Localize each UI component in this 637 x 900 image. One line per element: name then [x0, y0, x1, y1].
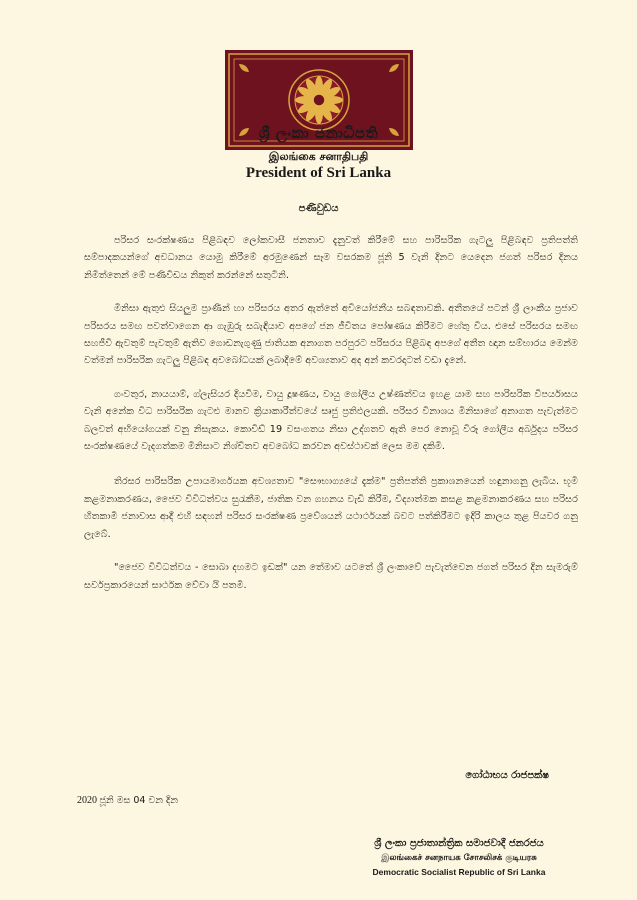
title-english: President of Sri Lanka	[245, 165, 392, 181]
paragraph-1: පරිසර සංරක්ෂණය පිළිබඳව ලෝකවාසී ජනතාව දැනුවත් කිරීමේ සහ පාරිසරික ගැටලු පිළිබඳව ප්‍රතිපත්ති සම්පාදකයන්ගේ අවධානය යොමු කිරීමේ අරමුණෙන් සෑම වසරකම ජූනි 5 වැනි දිනට යෙදෙන ජගත් පරිසර දිනය නිමිත්තෙන් මේ පණිවිඩය නිකුත් කරන්නේ සතුටිනි.	[84, 235, 578, 281]
date-year: 2020	[77, 795, 97, 806]
signatory-name: ගෝඨාභය රාජපක්ෂ	[465, 770, 549, 781]
paragraph-2: මිනිසා ඇතුළු සියලුම ප්‍රාණීන් හා පරිසරය අතර ඇත්තේ අවියෝජනීය සබඳතාවකි. අතීතයේ පටන් ශ්‍රී ලාංකීය ප්‍රජාව පරිසරය සමඟ පවත්වාගෙන ආ ගැඹුරු සබැඳියාව අපගේ ජන ජීවිතය පෝෂණය කිරීමට හේතු විය. එසේ පරිසරය සමඟ සහජීවී ඇවතුම් පැවතුම් ඇතිව ගොඩනැගුණු ජාතියක අනාගත පරපුරට පරිසරය පිළිබඳ අපගේ අතීත ඥාන සම්භාරය මෙන්ම වත්මන් පාරිසරික ගැටලු පිළිබඳ අවබෝධයක් ලබාදීමේ අවශ්‍යතාව අද අන් කවරදාටත් වඩා දැනේ.	[84, 303, 578, 367]
title-tamil: இலங்கை சனாதிபதி	[268, 150, 369, 163]
message-body	[84, 232, 578, 610]
footer-tamil: இலங்கைச் சனநாயக சோசலிசக் குடியரசு	[381, 853, 537, 863]
letter-date	[77, 795, 178, 806]
date-text: ජූනි මස 04 වන දින	[99, 795, 178, 806]
document-title: පණිවුඩය	[298, 203, 339, 214]
paragraph-4: තිරසර පාරිසරික උපායමාර්ගයක අවශ්‍යතාව "සෞභාග්‍යයේ දැක්ම" ප්‍රතිපත්ති ප්‍රකාශනයෙන් හඳුනාගනු ලැබිය. භූමි කළමනාකරණය, ජෛව විවිධත්වය සුරැකීම, ජාතික වන ගහනය වැඩි කිරීම, විද්‍යාත්මක කසළ කළමනාකරණය සහ පරිසර හිතකාමී ජනාවාස ආදී එහි සඳහන් පරිසර සංරක්ෂණ ප්‍රවේශයන් යථාර්ථයක් බවට පත්කිරීමට ඉදිරි කාලය තුළ පියවර ගනු ලැබේ.	[84, 476, 578, 540]
footer-english: Democratic Socialist Republic of Sri Lanka	[372, 867, 546, 877]
footer-sinhala: ශ්‍රී ලංකා ප්‍රජාතාන්ත්‍රික සමාජවාදී ජනරජය	[374, 838, 544, 849]
title-sinhala: ශ්‍රී ලංකා ජනාධිපති	[258, 124, 379, 142]
paragraph-5: "ජෛව විවිධත්වය - සොබා දහමට ඉඩක්" යන තේමාව යටතේ ශ්‍රී ලංකාවේ පැවැත්වෙන ජගත් පරිසර දින සැමරුම් සර්වප්‍රකාරයෙන් සාර්ථක වේවා යි පතමි.	[84, 562, 578, 591]
footer-republic	[369, 838, 549, 877]
paragraph-3: ගංවතුර, නායයාම්, ග්ලැසියර දියවීම, වායු දූෂණය, වායු ගෝලීය උෂ්ණත්වය ඉහළ යාම සහ පාරිසරික විපර්යාසය වැනි අනේක විධ පාරිසරික ගැටළු මානව ක්‍රියාකාරීත්වයේ සෘජු ප්‍රතිඵලයකි. පරිසර විනාශය මිනිසාගේ අනාගත පැවැත්මට බලවත් අභියෝගයක් වනු නිසැකය. කොවිඩ් 19 වසංගතය නිසා උද්ගතව ඇති පෙර නොවූ විරූ ගෝලීය අර්බුදය පරිසර සංරක්ෂණයේ වැදගත්කම මිනිසාට නිශ්චිතව අවබෝධ කරවන අවස්ථාවක් ලෙස මම දකිමි.	[84, 388, 578, 453]
